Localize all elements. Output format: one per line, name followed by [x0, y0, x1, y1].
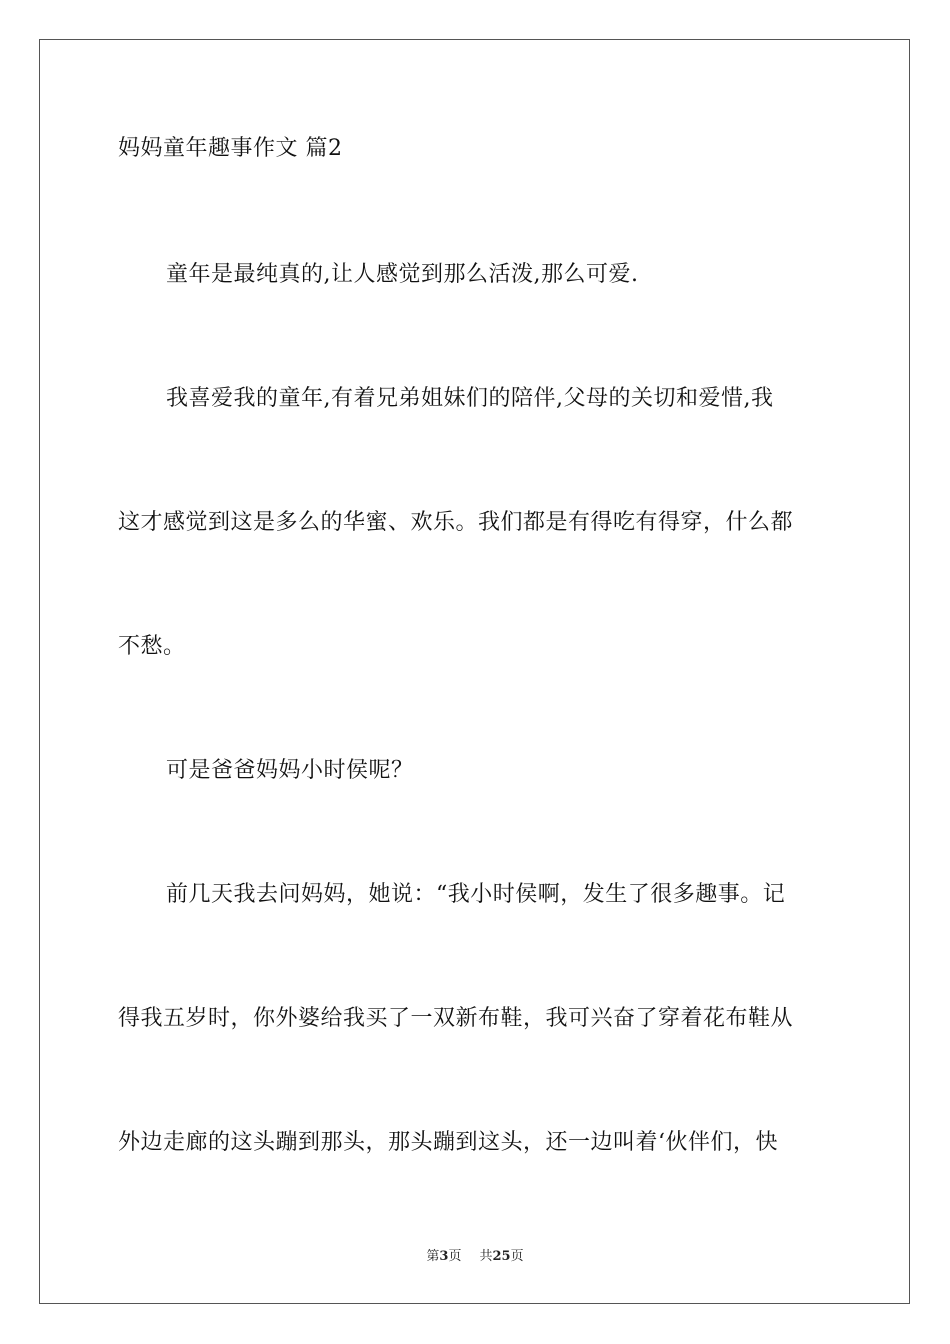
footer-total-pages: 25 [492, 1249, 511, 1264]
footer-total-suffix: 页 [510, 1249, 524, 1264]
paragraph-line-5: 可是爸爸妈妈小时侯呢？ [166, 758, 414, 783]
footer-page-number: 3 [439, 1249, 449, 1264]
paragraph-line-7: 得我五岁时，你外婆给我买了一双新布鞋，我可兴奋了穿着花布鞋从 [118, 1006, 794, 1031]
footer-page-prefix: 第 [426, 1249, 440, 1264]
paragraph-line-6: 前几天我去问妈妈，她说：“我小时侯啊，发生了很多趣事。记 [166, 882, 786, 907]
paragraph-line-4: 不愁。 [118, 634, 186, 659]
footer-total-prefix: 共 [479, 1249, 493, 1264]
paragraph-line-2: 我喜爱我的童年,有着兄弟姐妹们的陪伴,父母的关切和爱惜,我 [166, 386, 774, 411]
footer-page-suffix: 页 [448, 1249, 462, 1264]
page-title: 妈妈童年趣事作文 篇2 [118, 136, 343, 161]
page-frame [39, 39, 910, 1304]
page-footer [0, 1248, 950, 1266]
paragraph-line-1: 童年是最纯真的,让人感觉到那么活泼,那么可爱. [166, 262, 639, 287]
paragraph-line-8: 外边走廊的这头蹦到那头，那头蹦到这头，还一边叫着‘伙伴们，快 [118, 1130, 778, 1155]
paragraph-line-3: 这才感觉到这是多么的华蜜、欢乐。我们都是有得吃有得穿，什么都 [118, 510, 794, 535]
